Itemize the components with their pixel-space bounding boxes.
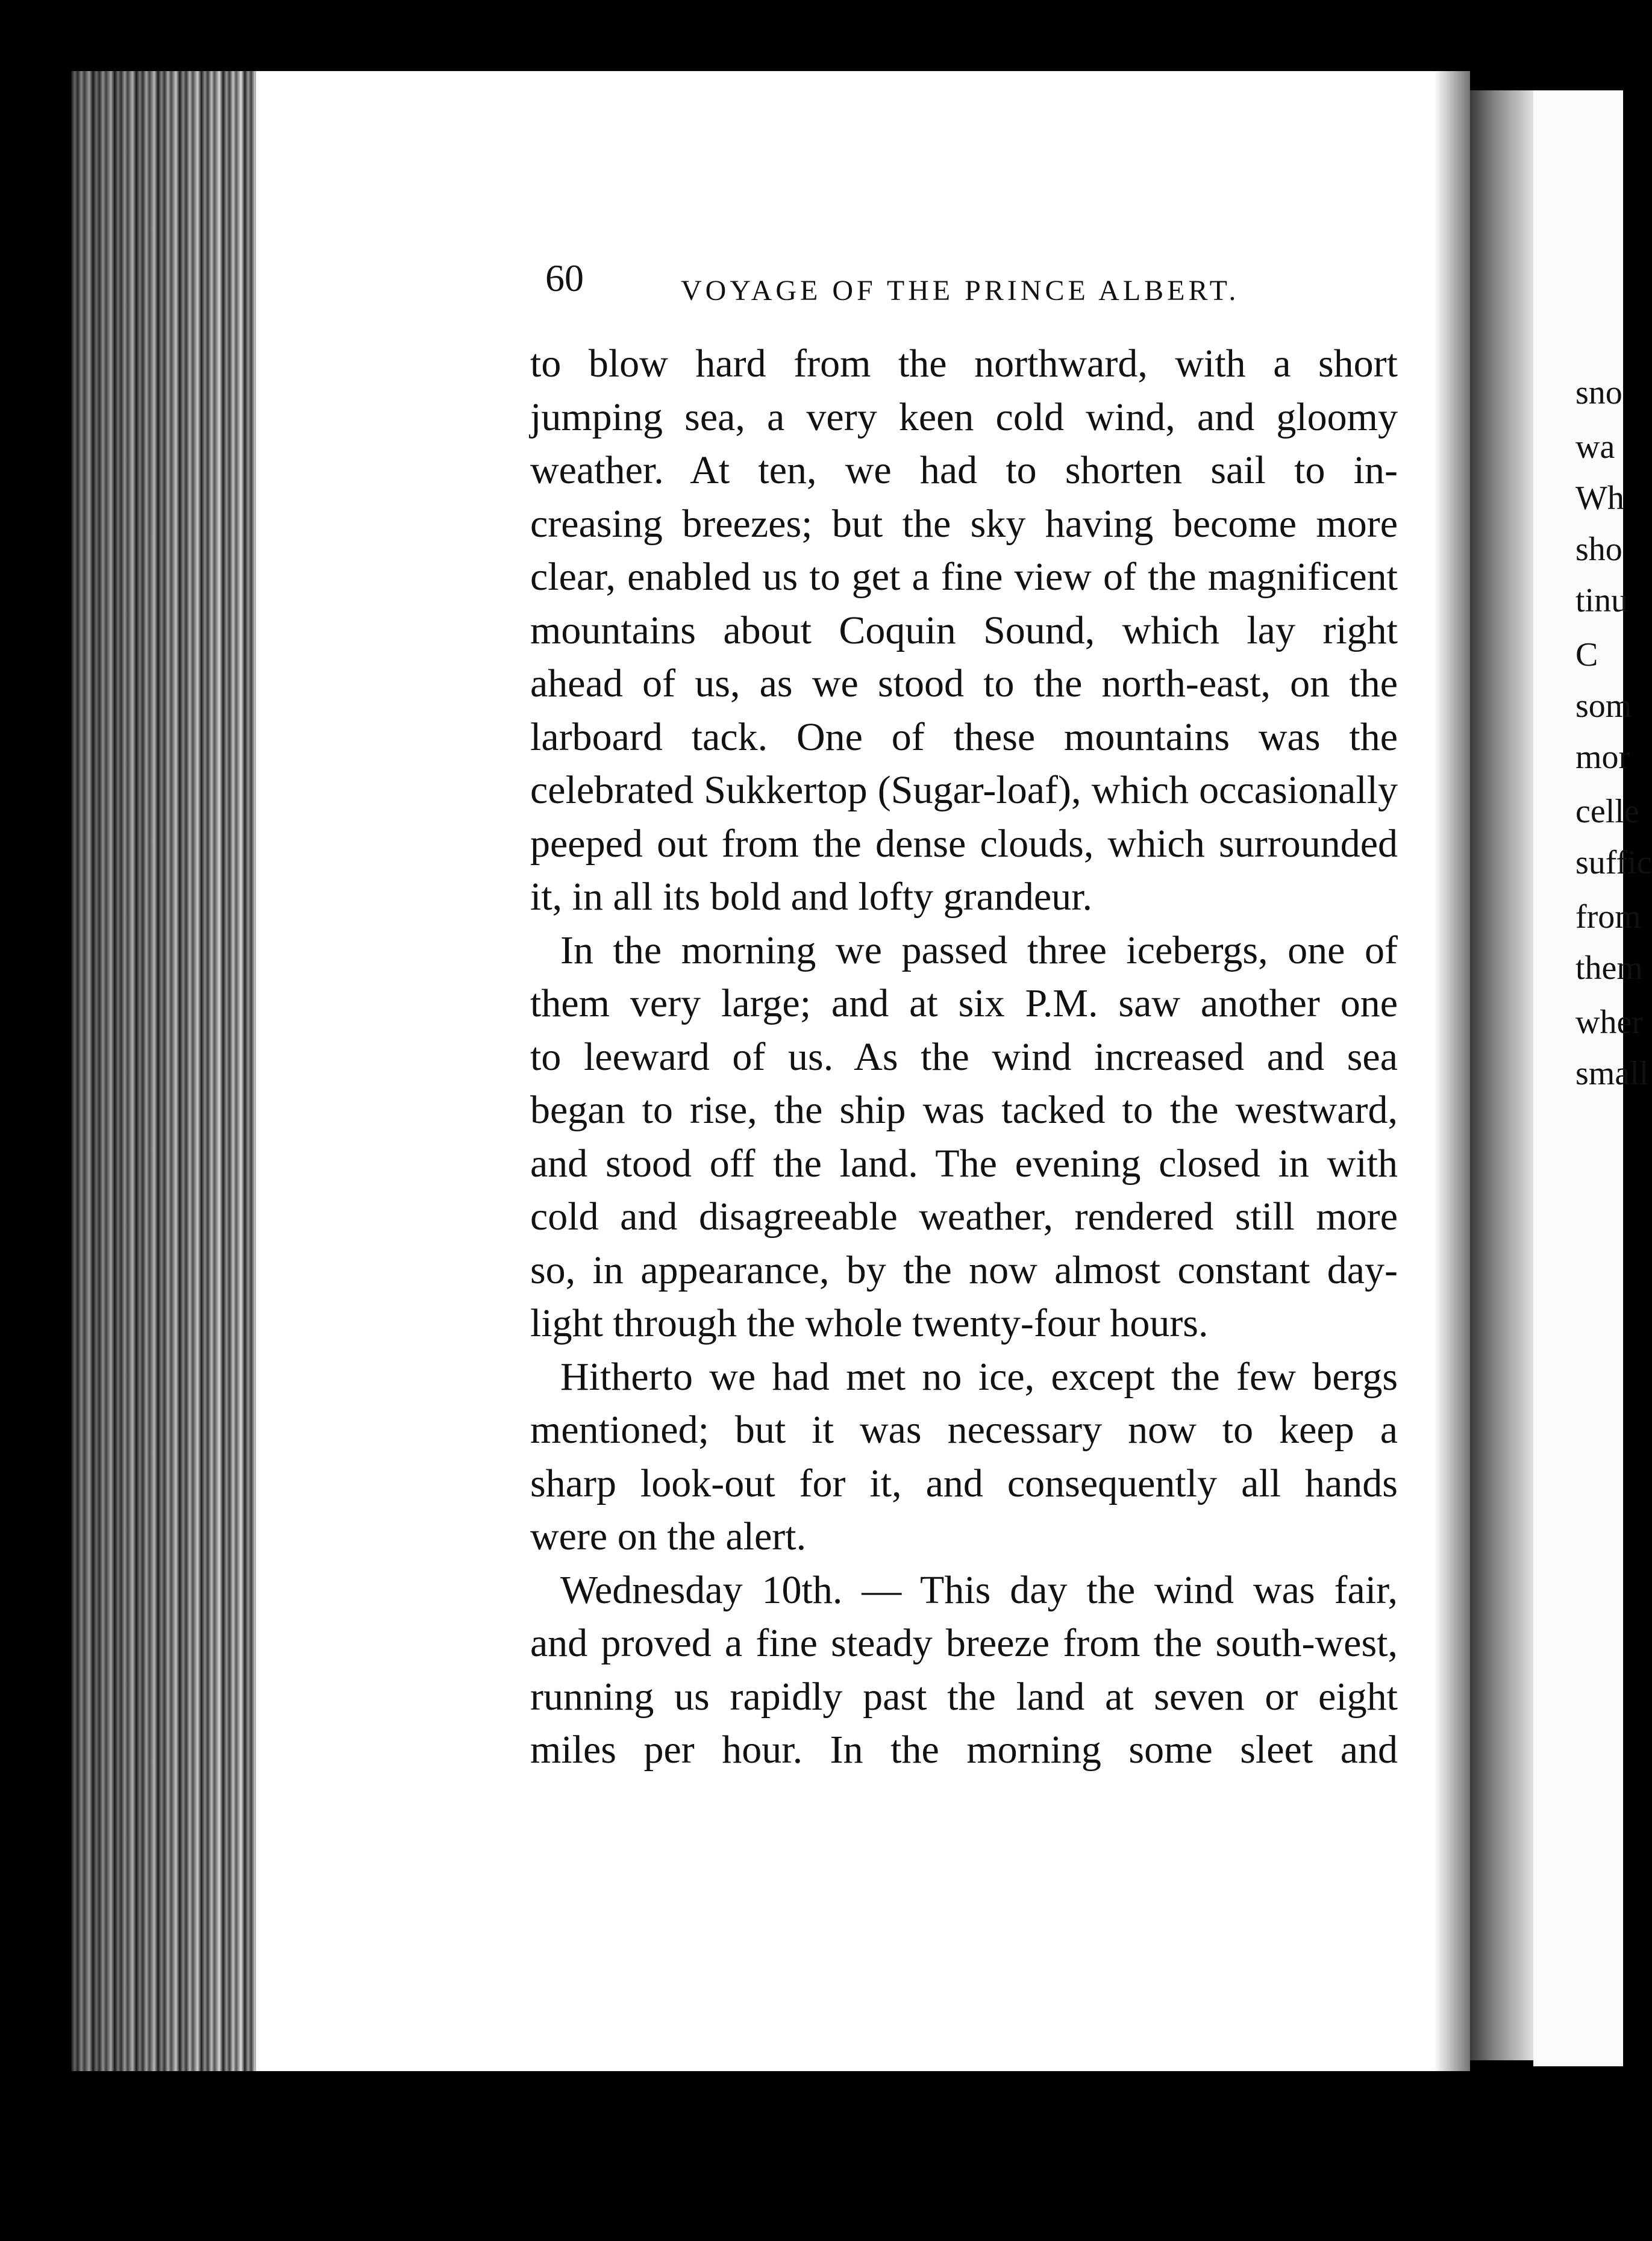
next-page-fragment: suffic [1575,844,1652,881]
next-page-fragment: small [1575,1055,1649,1092]
next-page-fragment: tinu [1575,582,1629,619]
text-line: were on the alert. [530,1514,807,1558]
text-line: celebrated Sukkertop (Sugar-loaf), which occasionally [530,768,1398,812]
text-line: clear, enabled us to get a fine view of the magnificent [530,555,1398,599]
next-page-fragment: wher [1575,1004,1643,1041]
text-line: to blow hard from the northward, with a short [530,342,1398,386]
next-page-fragment: celle [1575,793,1639,830]
text-line: began to rise, the ship was tacked to the westward, [530,1088,1398,1132]
next-page-fragment: from [1575,898,1641,936]
text-line: mentioned; but it was necessary now to keep a [530,1408,1398,1452]
text-line: them very large; and at six P.M. saw another one [530,981,1398,1025]
text-line: creasing breezes; but the sky having become more [530,501,1398,546]
next-page-fragment: Wh [1575,480,1624,517]
text-line: larboard tack. One of these mountains was the [530,714,1398,759]
text-line: running us rapidly past the land at seven or eight [530,1674,1398,1719]
next-page-fragment: sho [1575,531,1622,568]
page-gutter-shadow [1470,90,1536,2060]
next-page-fragment: C [1575,636,1598,674]
text-line: sharp look-out for it, and consequently all hands [530,1461,1398,1505]
text-line: Hitherto we had met no ice, except the few bergs [560,1354,1398,1399]
text-line: light through the whole twenty-four hours. [530,1301,1209,1345]
text-line: miles per hour. In the morning some sleet and [530,1728,1398,1772]
text-line: and proved a fine steady breeze from the south-west, [530,1621,1398,1665]
next-page-fragment: som [1575,687,1632,725]
text-line: ahead of us, as we stood to the north-east, on the [530,661,1398,705]
next-page-fragment: wa [1575,428,1615,466]
text-line: jumping sea, a very keen cold wind, and gloomy [530,395,1398,439]
next-page-sliver [1533,90,1652,2066]
text-line: peeped out from the dense clouds, which surrounded [530,821,1398,866]
next-page-fragment: mor [1575,739,1630,776]
next-page-fragment: them [1575,949,1643,987]
body-text [530,337,1398,1777]
text-line: weather. At ten, we had to shorten sail to in- [530,448,1398,492]
text-line: so, in appearance, by the now almost constant day- [530,1248,1398,1292]
text-line: it, in all its bold and lofty grandeur. [530,875,1093,919]
page-number: 60 [545,257,584,299]
text-line: mountains about Coquin Sound, which lay right [530,608,1398,652]
text-line: cold and disagreeable weather, rendered still more [530,1195,1398,1239]
next-page-fragment: sno [1575,374,1622,411]
running-title: VOYAGE OF THE PRINCE ALBERT. [681,275,1240,307]
text-line: Wednesday 10th. — This day the wind was fair, [560,1567,1398,1612]
text-line: In the morning we passed three icebergs, one of [560,928,1398,972]
text-line: and stood off the land. The evening closed in with [530,1141,1398,1186]
text-line: to leeward of us. As the wind increased and sea [530,1034,1398,1079]
